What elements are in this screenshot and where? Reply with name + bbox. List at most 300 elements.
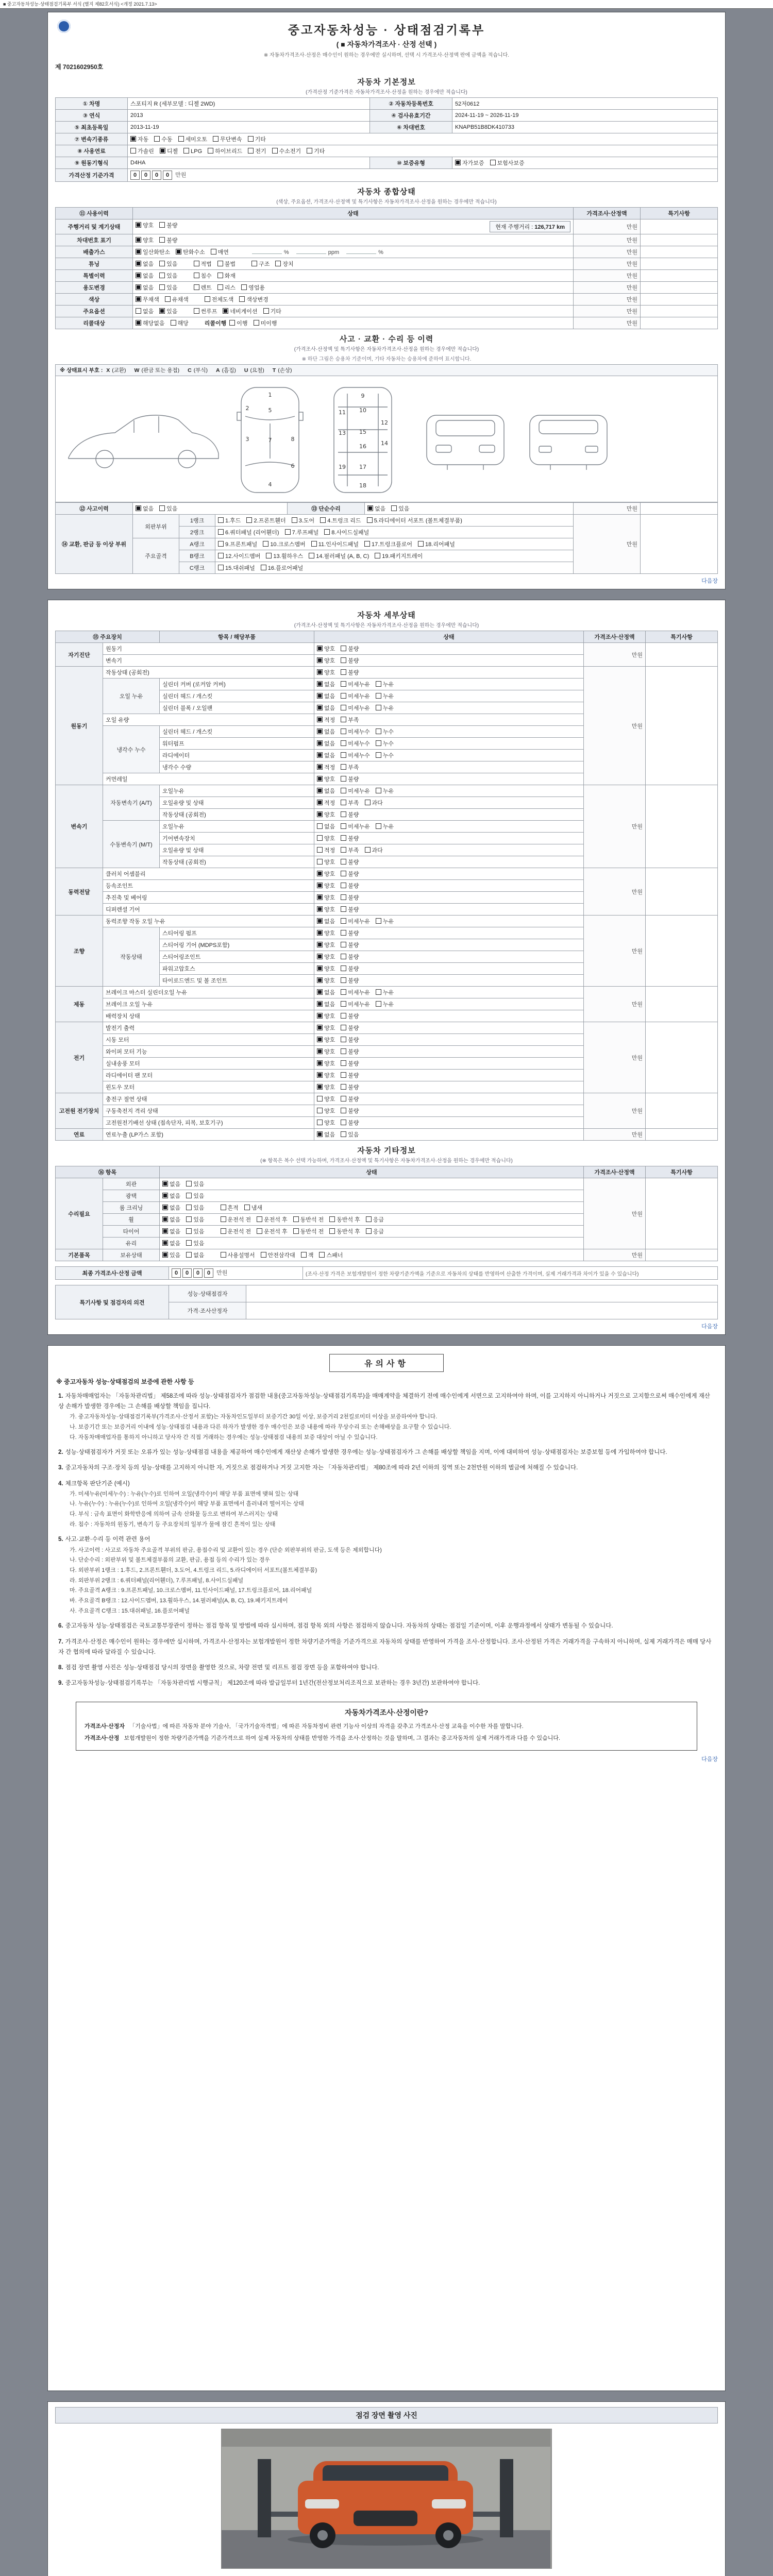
- next-page-link-3[interactable]: 다음장: [701, 1756, 718, 1763]
- checkbox[interactable]: [136, 237, 141, 243]
- check-option[interactable]: [136, 309, 154, 315]
- check-option[interactable]: [160, 148, 178, 155]
- checkbox[interactable]: [293, 1228, 299, 1234]
- check-option[interactable]: [341, 1061, 359, 1067]
- checkbox[interactable]: [221, 1205, 226, 1210]
- check-option[interactable]: [218, 518, 241, 524]
- checkbox[interactable]: [320, 517, 326, 523]
- check-option[interactable]: [341, 776, 359, 783]
- checkbox[interactable]: [251, 261, 257, 266]
- check-option[interactable]: [317, 1120, 335, 1126]
- checkbox[interactable]: [341, 657, 346, 663]
- checkbox[interactable]: [186, 1193, 192, 1198]
- check-option[interactable]: [341, 1084, 359, 1091]
- checkbox[interactable]: [365, 800, 371, 805]
- check-option[interactable]: [208, 148, 242, 155]
- check-option[interactable]: [159, 238, 177, 244]
- check-option[interactable]: [376, 824, 394, 830]
- checkbox[interactable]: [341, 1025, 346, 1030]
- checkbox[interactable]: [341, 954, 346, 959]
- check-option[interactable]: [309, 553, 369, 560]
- checkbox[interactable]: [341, 859, 346, 865]
- check-option[interactable]: [317, 753, 335, 759]
- checkbox[interactable]: [341, 835, 346, 841]
- checkbox[interactable]: [178, 136, 184, 142]
- checkbox[interactable]: [218, 529, 224, 535]
- checkbox[interactable]: [311, 541, 317, 547]
- checkbox[interactable]: [317, 752, 323, 758]
- checkbox[interactable]: [136, 222, 141, 228]
- checkbox[interactable]: [162, 1205, 168, 1210]
- checkbox[interactable]: [257, 1216, 262, 1222]
- check-option[interactable]: [221, 1229, 251, 1235]
- check-option[interactable]: [317, 682, 335, 688]
- check-option[interactable]: [341, 1049, 359, 1055]
- check-option[interactable]: [307, 148, 325, 155]
- checkbox[interactable]: [244, 1205, 250, 1210]
- check-option[interactable]: [194, 285, 212, 291]
- checkbox[interactable]: [275, 261, 281, 266]
- checkbox[interactable]: [248, 148, 254, 154]
- check-option[interactable]: [341, 682, 370, 688]
- checkbox[interactable]: [136, 320, 141, 326]
- checkbox[interactable]: [366, 1228, 372, 1234]
- check-option[interactable]: [324, 530, 369, 536]
- checkbox[interactable]: [341, 906, 346, 912]
- checkbox[interactable]: [341, 977, 346, 983]
- checkbox[interactable]: [324, 529, 330, 535]
- check-option[interactable]: [317, 729, 335, 735]
- check-option[interactable]: [341, 930, 359, 937]
- check-option[interactable]: [376, 682, 394, 688]
- check-option[interactable]: [159, 506, 177, 512]
- check-option[interactable]: [317, 871, 335, 877]
- checkbox[interactable]: [341, 965, 346, 971]
- checkbox[interactable]: [329, 1216, 335, 1222]
- checkbox[interactable]: [285, 529, 291, 535]
- check-option[interactable]: [317, 1084, 335, 1091]
- checkbox[interactable]: [263, 541, 268, 547]
- checkbox[interactable]: [376, 989, 381, 995]
- check-option[interactable]: [285, 530, 319, 536]
- checkbox[interactable]: [223, 308, 228, 314]
- check-option[interactable]: [248, 148, 266, 155]
- checkbox[interactable]: [341, 1060, 346, 1066]
- check-option[interactable]: [341, 693, 370, 700]
- check-option[interactable]: [320, 518, 361, 524]
- check-option[interactable]: [136, 223, 154, 229]
- checkbox[interactable]: [186, 1216, 192, 1222]
- checkbox[interactable]: [159, 505, 165, 511]
- checkbox[interactable]: [162, 1193, 168, 1198]
- checkbox[interactable]: [341, 1084, 346, 1090]
- checkbox[interactable]: [136, 505, 141, 511]
- checkbox[interactable]: [194, 284, 199, 290]
- checkbox[interactable]: [319, 1252, 325, 1258]
- check-option[interactable]: [341, 1025, 359, 1031]
- check-option[interactable]: [171, 320, 189, 327]
- checkbox[interactable]: [317, 646, 323, 651]
- checkbox[interactable]: [376, 693, 381, 699]
- check-option[interactable]: [223, 309, 257, 315]
- checkbox[interactable]: [317, 859, 323, 865]
- check-option[interactable]: [317, 978, 335, 984]
- checkbox[interactable]: [221, 1252, 226, 1258]
- checkbox[interactable]: [186, 1240, 192, 1246]
- check-option[interactable]: [217, 273, 236, 279]
- checkbox[interactable]: [376, 752, 381, 758]
- check-option[interactable]: [221, 1217, 251, 1223]
- checkbox[interactable]: [239, 296, 245, 302]
- check-option[interactable]: [317, 859, 335, 866]
- checkbox[interactable]: [341, 1131, 346, 1137]
- checkbox[interactable]: [341, 883, 346, 888]
- check-option[interactable]: [293, 1217, 324, 1223]
- checkbox[interactable]: [186, 1181, 192, 1187]
- check-option[interactable]: [213, 137, 242, 143]
- checkbox[interactable]: [391, 505, 397, 511]
- check-option[interactable]: [159, 223, 177, 229]
- checkbox[interactable]: [367, 517, 373, 523]
- check-option[interactable]: [293, 1229, 324, 1235]
- check-option[interactable]: [162, 1217, 180, 1223]
- check-option[interactable]: [317, 800, 335, 806]
- checkbox[interactable]: [186, 1252, 192, 1258]
- checkbox[interactable]: [221, 1216, 226, 1222]
- checkbox[interactable]: [165, 296, 171, 302]
- check-option[interactable]: [341, 729, 370, 735]
- checkbox[interactable]: [241, 284, 247, 290]
- check-option[interactable]: [194, 309, 217, 315]
- checkbox[interactable]: [317, 717, 323, 722]
- check-option[interactable]: [317, 1073, 335, 1079]
- check-option[interactable]: [317, 1132, 335, 1138]
- check-option[interactable]: [194, 273, 212, 279]
- check-option[interactable]: [317, 765, 335, 771]
- check-option[interactable]: [186, 1241, 204, 1247]
- check-option[interactable]: [341, 942, 359, 948]
- check-option[interactable]: [218, 565, 255, 571]
- check-option[interactable]: [329, 1229, 360, 1235]
- check-option[interactable]: [341, 741, 370, 747]
- checkbox[interactable]: [329, 1228, 335, 1234]
- check-option[interactable]: [366, 1229, 384, 1235]
- checkbox[interactable]: [317, 918, 323, 924]
- check-option[interactable]: [366, 1217, 384, 1223]
- check-option[interactable]: [292, 518, 314, 524]
- checkbox[interactable]: [317, 776, 323, 782]
- checkbox[interactable]: [246, 517, 252, 523]
- checkbox[interactable]: [317, 1001, 323, 1007]
- checkbox[interactable]: [162, 1240, 168, 1246]
- check-option[interactable]: [341, 859, 359, 866]
- check-option[interactable]: [341, 848, 359, 854]
- check-option[interactable]: [266, 553, 303, 560]
- check-option[interactable]: [317, 966, 335, 972]
- check-option[interactable]: [162, 1241, 180, 1247]
- checkbox[interactable]: [341, 717, 346, 722]
- checkbox[interactable]: [341, 989, 346, 995]
- checkbox[interactable]: [162, 1181, 168, 1187]
- check-option[interactable]: [162, 1205, 180, 1211]
- checkbox[interactable]: [221, 1228, 226, 1234]
- check-option[interactable]: [317, 670, 335, 676]
- checkbox[interactable]: [159, 222, 165, 228]
- checkbox[interactable]: [341, 871, 346, 876]
- checkbox[interactable]: [341, 740, 346, 746]
- check-option[interactable]: [341, 658, 359, 664]
- checkbox[interactable]: [341, 811, 346, 817]
- checkbox[interactable]: [317, 1060, 323, 1066]
- checkbox[interactable]: [341, 918, 346, 924]
- checkbox[interactable]: [317, 847, 323, 853]
- check-option[interactable]: [317, 693, 335, 700]
- check-option[interactable]: [317, 990, 335, 996]
- check-option[interactable]: [365, 848, 383, 854]
- checkbox[interactable]: [186, 1228, 192, 1234]
- check-option[interactable]: [159, 273, 177, 279]
- checkbox[interactable]: [136, 308, 141, 314]
- check-option[interactable]: [341, 824, 370, 830]
- checkbox[interactable]: [248, 136, 254, 142]
- check-option[interactable]: [376, 990, 394, 996]
- checkbox[interactable]: [317, 835, 323, 841]
- checkbox[interactable]: [176, 249, 181, 255]
- checkbox[interactable]: [341, 823, 346, 829]
- checkbox[interactable]: [341, 669, 346, 675]
- checkbox[interactable]: [208, 148, 213, 154]
- checkbox[interactable]: [376, 918, 381, 924]
- checkbox[interactable]: [317, 669, 323, 675]
- checkbox[interactable]: [317, 1025, 323, 1030]
- checkbox[interactable]: [171, 320, 176, 326]
- checkbox[interactable]: [154, 136, 160, 142]
- check-option[interactable]: [376, 753, 394, 759]
- check-option[interactable]: [317, 824, 335, 830]
- check-option[interactable]: [154, 137, 172, 143]
- check-option[interactable]: [317, 895, 335, 901]
- check-option[interactable]: [186, 1229, 204, 1235]
- checkbox[interactable]: [341, 1037, 346, 1042]
- checkbox[interactable]: [317, 906, 323, 912]
- check-option[interactable]: [317, 788, 335, 794]
- check-option[interactable]: [317, 930, 335, 937]
- checkbox[interactable]: [341, 693, 346, 699]
- checkbox[interactable]: [341, 1096, 346, 1101]
- check-option[interactable]: [317, 1061, 335, 1067]
- checkbox[interactable]: [341, 776, 346, 782]
- check-option[interactable]: [218, 530, 279, 536]
- checkbox[interactable]: [186, 1205, 192, 1210]
- check-option[interactable]: [162, 1252, 180, 1259]
- check-option[interactable]: [391, 506, 409, 512]
- check-option[interactable]: [136, 249, 170, 256]
- check-option[interactable]: [455, 160, 484, 166]
- check-option[interactable]: [317, 1037, 335, 1043]
- checkbox[interactable]: [317, 811, 323, 817]
- checkbox[interactable]: [317, 1108, 323, 1113]
- checkbox[interactable]: [261, 1252, 266, 1258]
- checkbox[interactable]: [162, 1252, 168, 1258]
- check-option[interactable]: [136, 297, 159, 303]
- checkbox[interactable]: [136, 273, 141, 278]
- checkbox[interactable]: [261, 565, 266, 570]
- checkbox[interactable]: [317, 800, 323, 805]
- check-option[interactable]: [341, 836, 359, 842]
- checkbox[interactable]: [217, 284, 223, 290]
- checkbox[interactable]: [217, 261, 223, 266]
- check-option[interactable]: [194, 261, 212, 267]
- checkbox[interactable]: [317, 1084, 323, 1090]
- check-option[interactable]: [317, 942, 335, 948]
- check-option[interactable]: [418, 541, 455, 548]
- checkbox[interactable]: [455, 160, 461, 165]
- checkbox[interactable]: [136, 249, 141, 255]
- check-option[interactable]: [317, 705, 335, 711]
- check-option[interactable]: [376, 693, 394, 700]
- checkbox[interactable]: [341, 705, 346, 710]
- checkbox[interactable]: [159, 261, 165, 266]
- check-option[interactable]: [341, 753, 370, 759]
- checkbox[interactable]: [317, 728, 323, 734]
- checkbox[interactable]: [194, 261, 199, 266]
- check-option[interactable]: [251, 261, 270, 267]
- checkbox[interactable]: [376, 705, 381, 710]
- checkbox[interactable]: [317, 954, 323, 959]
- check-option[interactable]: [257, 1229, 288, 1235]
- check-option[interactable]: [341, 670, 359, 676]
- checkbox[interactable]: [317, 1096, 323, 1101]
- checkbox[interactable]: [317, 942, 323, 947]
- check-option[interactable]: [317, 741, 335, 747]
- check-option[interactable]: [272, 148, 301, 155]
- check-option[interactable]: [275, 261, 293, 267]
- check-option[interactable]: [341, 883, 359, 889]
- check-option[interactable]: [317, 919, 335, 925]
- checkbox[interactable]: [341, 894, 346, 900]
- check-option[interactable]: [376, 788, 394, 794]
- checkbox[interactable]: [376, 788, 381, 793]
- check-option[interactable]: [261, 1252, 295, 1259]
- check-option[interactable]: [341, 919, 370, 925]
- check-option[interactable]: [183, 148, 202, 155]
- checkbox[interactable]: [317, 693, 323, 699]
- check-option[interactable]: [341, 990, 370, 996]
- check-option[interactable]: [248, 137, 266, 143]
- checkbox[interactable]: [317, 871, 323, 876]
- check-option[interactable]: [317, 1002, 335, 1008]
- checkbox[interactable]: [183, 148, 189, 154]
- check-option[interactable]: [341, 1073, 359, 1079]
- checkbox[interactable]: [317, 1048, 323, 1054]
- checkbox[interactable]: [272, 148, 278, 154]
- check-option[interactable]: [130, 148, 154, 155]
- check-option[interactable]: [317, 646, 335, 652]
- check-option[interactable]: [341, 1132, 359, 1138]
- check-option[interactable]: [317, 717, 335, 723]
- checkbox[interactable]: [130, 136, 136, 142]
- check-option[interactable]: [341, 717, 359, 723]
- check-option[interactable]: [341, 1120, 359, 1126]
- check-option[interactable]: [317, 812, 335, 818]
- check-option[interactable]: [490, 160, 525, 166]
- check-option[interactable]: [261, 565, 303, 571]
- check-option[interactable]: [367, 518, 462, 524]
- checkbox[interactable]: [317, 989, 323, 995]
- check-option[interactable]: [341, 1108, 359, 1114]
- check-option[interactable]: [254, 320, 277, 327]
- check-option[interactable]: [317, 1096, 335, 1103]
- checkbox[interactable]: [341, 1072, 346, 1078]
- check-option[interactable]: [376, 1002, 394, 1008]
- check-option[interactable]: [221, 1205, 239, 1211]
- checkbox[interactable]: [317, 977, 323, 983]
- checkbox[interactable]: [194, 308, 199, 314]
- checkbox[interactable]: [490, 160, 496, 165]
- check-option[interactable]: [159, 261, 177, 267]
- check-option[interactable]: [341, 966, 359, 972]
- check-option[interactable]: [263, 309, 281, 315]
- checkbox[interactable]: [218, 541, 224, 547]
- checkbox[interactable]: [341, 1120, 346, 1125]
- check-option[interactable]: [317, 836, 335, 842]
- checkbox[interactable]: [341, 752, 346, 758]
- check-option[interactable]: [317, 1108, 335, 1114]
- check-option[interactable]: [165, 297, 189, 303]
- checkbox[interactable]: [375, 553, 380, 558]
- check-option[interactable]: [341, 788, 370, 794]
- check-option[interactable]: [317, 1025, 335, 1031]
- check-option[interactable]: [136, 261, 154, 267]
- check-option[interactable]: [341, 1013, 359, 1020]
- check-option[interactable]: [136, 506, 154, 512]
- checkbox[interactable]: [136, 284, 141, 290]
- check-option[interactable]: [317, 883, 335, 889]
- check-option[interactable]: [341, 907, 359, 913]
- check-option[interactable]: [136, 320, 165, 327]
- check-option[interactable]: [186, 1205, 204, 1211]
- checkbox[interactable]: [367, 505, 373, 511]
- checkbox[interactable]: [159, 284, 165, 290]
- checkbox[interactable]: [211, 249, 216, 255]
- check-option[interactable]: [211, 249, 229, 256]
- checkbox[interactable]: [317, 1131, 323, 1137]
- checkbox[interactable]: [317, 894, 323, 900]
- checkbox[interactable]: [317, 1072, 323, 1078]
- checkbox[interactable]: [162, 1228, 168, 1234]
- check-option[interactable]: [159, 285, 177, 291]
- check-option[interactable]: [341, 871, 359, 877]
- checkbox[interactable]: [218, 553, 224, 558]
- checkbox[interactable]: [341, 930, 346, 936]
- check-option[interactable]: [186, 1217, 204, 1223]
- check-option[interactable]: [341, 978, 359, 984]
- checkbox[interactable]: [159, 273, 165, 278]
- check-option[interactable]: [246, 518, 285, 524]
- next-page-link[interactable]: 다음장: [701, 578, 718, 584]
- checkbox[interactable]: [162, 1216, 168, 1222]
- check-option[interactable]: [341, 895, 359, 901]
- checkbox[interactable]: [317, 788, 323, 793]
- check-option[interactable]: [244, 1205, 262, 1211]
- checkbox[interactable]: [266, 553, 272, 558]
- checkbox[interactable]: [194, 273, 199, 278]
- check-option[interactable]: [341, 812, 359, 818]
- check-option[interactable]: [341, 800, 359, 806]
- checkbox[interactable]: [376, 681, 381, 687]
- check-option[interactable]: [317, 907, 335, 913]
- checkbox[interactable]: [159, 237, 165, 243]
